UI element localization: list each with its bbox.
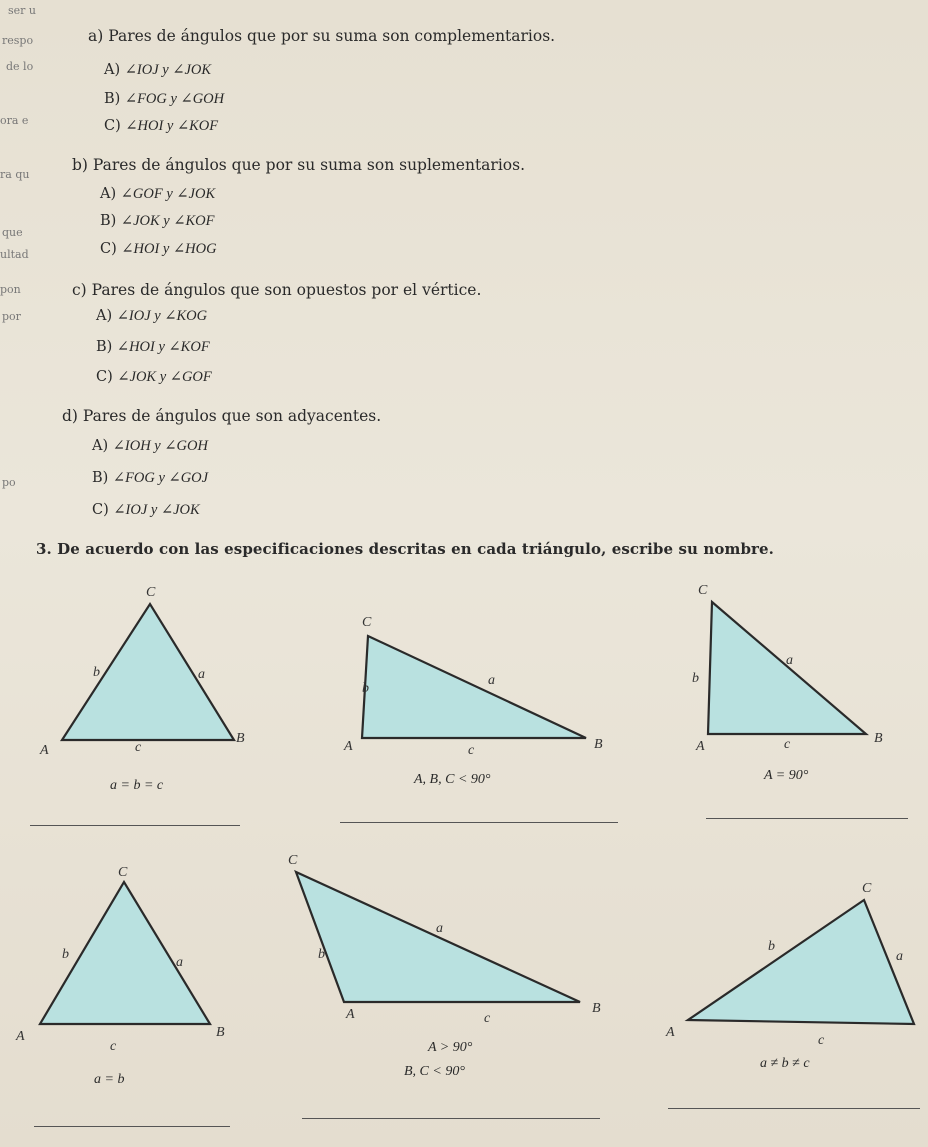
side-label: c [484,1011,491,1026]
answer-blank[interactable] [302,1118,600,1119]
triangle-condition: A = 90° [764,768,809,783]
triangle-condition: a = b [94,1072,125,1087]
option-text: ∠IOJ y ∠JOK [113,502,200,518]
triangle-shape [296,872,580,1002]
vertex-label: B [592,1001,601,1016]
margin-fragment: ultad [0,248,29,261]
side-label: b [93,665,100,680]
side-label: a [786,653,793,668]
side-label: a [176,955,183,970]
option-text: ∠IOJ y ∠KOG [116,308,208,324]
answer-blank[interactable] [668,1108,920,1109]
section-d-title: d) Pares de ángulos que son adyacentes. [62,407,382,425]
option-letter: B) [92,470,109,486]
side-label: b [768,939,775,954]
margin-fragment: po [2,476,16,489]
triangle-shape [688,900,914,1024]
side-label: c [468,743,475,758]
side-label: a [896,949,903,964]
vertex-label: C [118,865,128,880]
margin-fragment: pon [0,283,21,296]
vertex-label: C [698,583,708,598]
option-letter: A) [104,62,121,78]
triangle-condition: a = b = c [110,778,164,793]
margin-fragment: que [2,226,23,239]
vertex-label: B [874,731,883,746]
triangle-acute [343,615,603,758]
option-text: ∠HOI y ∠KOF [116,339,210,355]
option-letter: A) [92,438,109,454]
triangle-shape [362,636,586,738]
answer-blank[interactable] [30,825,240,826]
side-label: a [198,667,205,682]
option-text: ∠HOI y ∠HOG [121,241,217,257]
triangle-condition: B, C < 90° [404,1064,465,1079]
margin-fragment: ra qu [0,168,30,181]
vertex-label: A [346,1007,355,1022]
option-text: ∠IOJ y ∠JOK [124,62,212,78]
section-a-title: a) Pares de ángulos que por su suma son complementarios. [88,27,556,45]
margin-fragment: de lo [6,60,34,73]
side-label: b [692,671,699,686]
vertex-label: C [146,585,156,600]
vertex-label: B [594,737,603,752]
triangle-condition: A > 90° [428,1040,473,1055]
triangle-shape [708,602,866,734]
side-label: c [818,1033,825,1048]
side-label: c [135,740,142,755]
option-text: ∠HOI y ∠KOF [125,118,219,134]
option-letter: B) [96,339,113,355]
triangle-condition: a ≠ b ≠ c [760,1056,810,1071]
side-label: a [436,921,443,936]
option-letter: A) [96,308,113,324]
answer-blank[interactable] [34,1126,230,1127]
margin-fragment: ora e [0,114,29,127]
option-text: ∠JOK y ∠GOF [117,369,212,385]
side-label: b [362,681,369,696]
option-letter: B) [104,91,121,107]
option-letter: C) [96,369,113,385]
triangle-right [692,583,883,754]
vertex-label: B [216,1025,225,1040]
option-letter: C) [104,118,121,134]
vertex-label: C [288,853,298,868]
section-b-title: b) Pares de ángulos que por su suma son suplementarios. [72,156,526,174]
vertex-label: A [40,743,49,758]
triangle-condition: A, B, C < 90° [414,772,491,787]
side-label: c [110,1039,117,1054]
triangle-isosceles [15,865,225,1054]
option-letter: C) [92,502,109,518]
vertex-label: A [696,739,705,754]
vertex-label: C [362,615,372,630]
section-c-title: c) Pares de ángulos que son opuestos por el vértice. [72,281,482,299]
option-text: ∠GOF y ∠JOK [120,186,216,202]
triangle-equilateral [39,585,245,758]
vertex-label: C [862,881,872,896]
answer-blank[interactable] [340,822,618,823]
vertex-label: A [16,1029,25,1044]
option-letter: A) [100,186,117,202]
option-letter: B) [100,213,117,229]
side-label: b [62,947,69,962]
option-text: ∠IOH y ∠GOH [112,438,208,454]
option-text: ∠JOK y ∠KOF [120,213,215,229]
triangle-obtuse [288,853,601,1026]
option-text: ∠FOG y ∠GOJ [112,470,209,486]
triangle-shape [62,604,234,740]
margin-fragment: respo [2,34,34,47]
vertex-label: B [236,731,245,746]
answer-blank[interactable] [706,818,908,819]
vertex-label: A [344,739,353,754]
margin-fragment: por [2,310,21,323]
exercise-3-title: 3. De acuerdo con las especificaciones descritas en cada triángulo, escribe su nombre. [36,540,774,558]
side-label: c [784,737,791,752]
vertex-label: A [666,1025,675,1040]
option-text: ∠FOG y ∠GOH [124,91,225,107]
margin-fragment: ser u [8,4,36,17]
option-letter: C) [100,241,117,257]
side-label: a [488,673,495,688]
side-label: b [318,947,325,962]
triangle-scalene [665,881,914,1048]
